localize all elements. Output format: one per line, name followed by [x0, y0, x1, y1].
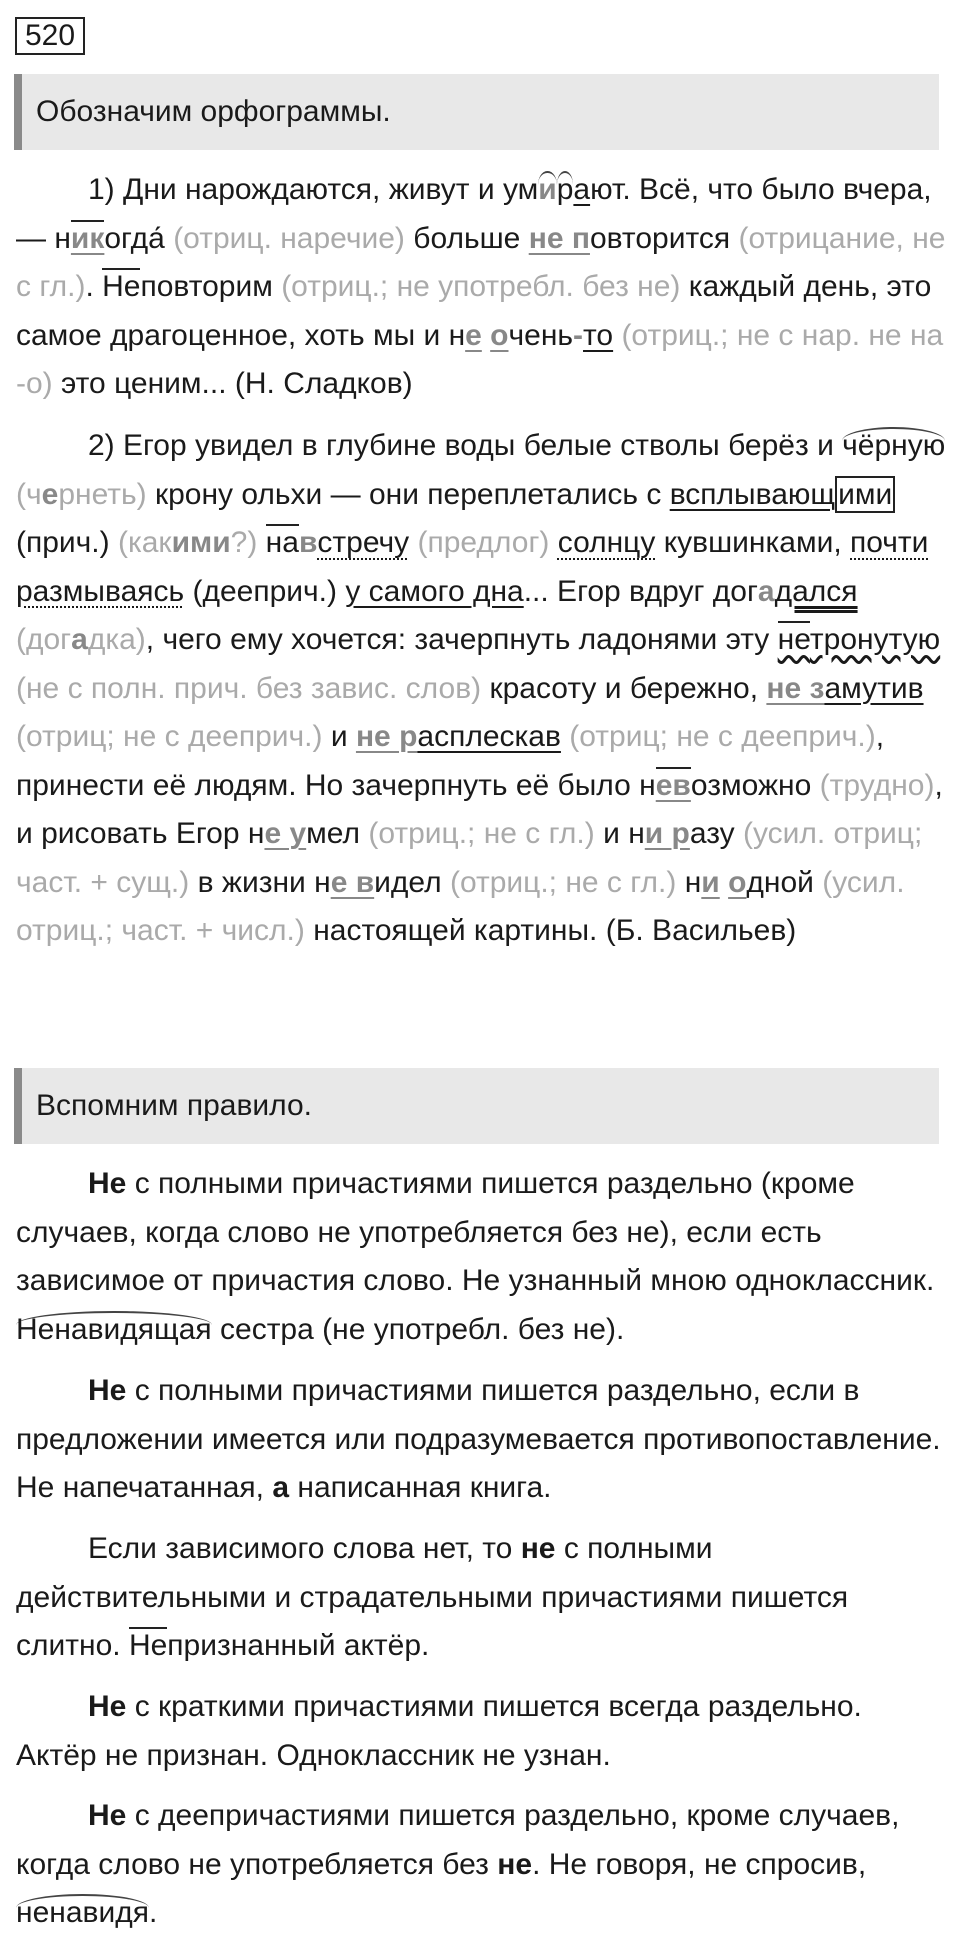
hint: (трудно): [811, 768, 935, 802]
hint: (не с полн. прич. без завис. слов): [16, 671, 482, 705]
hint: (отриц. наречие): [173, 221, 405, 255]
rule-1: Не с полными причастиями пишется раздельно (кроме случаев, когда слово не употребляется без не), если есть зависимое от причастия слово. Не узнанный мною одноклассник. Ненавидящая сестра (не употребл. без не).: [16, 1167, 935, 1346]
rule-3: Если зависимого слова нет, то не с полными действительными и страдательными причастиями пишется слитно. Непризнанный актёр.: [16, 1532, 849, 1662]
sentence-2: 2) Егор увидел в глубине воды белые стволы берёз и чёрную (чернеть) крону ольхи — они переплетались с всплывающ ими (прич.) (какими?) навстречу (предлог) солнцу кувшинками, почти размываясь (дееприч.) у самого дна... Егор вдруг догадался (догадка), чего ему хочется: зачерпнуть ладонями эту нетронутую (не с полн. прич. без завис. слов) красоту и бережно, не замутив (отриц; не с дееприч.) и не расплескав (отриц; не с дееприч.), принести её людям. Но зачерпнуть её было невозможно (трудно), и рисовать Егор не умел (отриц.; не с гл.) и ни разу (усил. отриц; част. + сущ.) в жизни не видел (отриц.; не с гл.) ни одной (усил. отриц.; част. + числ.) настоящей картины. (Б. Васильев): [16, 429, 946, 947]
section-header-orthograms: Обозначим орфограммы.: [14, 74, 939, 150]
hint: (усил. отриц.; част. + числ.): [16, 865, 905, 947]
rule-4: Не с краткими причастиями пишется всегда раздельно. Актёр не признан. Одноклассник не узнан.: [16, 1690, 862, 1772]
hint: (отриц.; не с гл.): [441, 865, 677, 899]
rule-2: Не с полными причастиями пишется раздельно, если в предложении имеется или подразумевается противопоставление. Не напечатанная, а написанная книга.: [16, 1374, 941, 1504]
hint: (отриц.; не употребл. без не): [281, 270, 681, 303]
section-header-rule: Вспомним правило.: [14, 1068, 939, 1144]
exercise-number: 520: [15, 17, 85, 55]
sentence-1: 1) Дни нарождаются, живут и умирают. Всё, что было вчера, — никогда́ (отриц. наречие) больше не повторится (отрицание, не с гл.). Неповторим (отриц.; не употребл. без не) каждый день, это самое драгоценное, хоть мы и не очень-то (отриц.; не с нар. не на -о) это ценим... (Н. Сладков): [16, 173, 946, 400]
hint: (отриц; не с дееприч.): [16, 720, 323, 753]
rule-5: Не с деепричастиями пишется раздельно, кроме случаев, когда слово не употребляется без не. Не говоря, не спросив, ненавидя.: [16, 1799, 900, 1929]
hint: (отриц.; не с гл.): [360, 817, 595, 850]
hint: (отрицание, не с гл.): [16, 221, 946, 303]
hint: (отриц; не с дееприч.): [560, 720, 876, 753]
hint: (усил. отриц; част. + сущ.): [16, 817, 923, 899]
hint: (отриц.; не с нар. не на -о): [16, 318, 944, 400]
hint: (предлог): [409, 526, 550, 559]
